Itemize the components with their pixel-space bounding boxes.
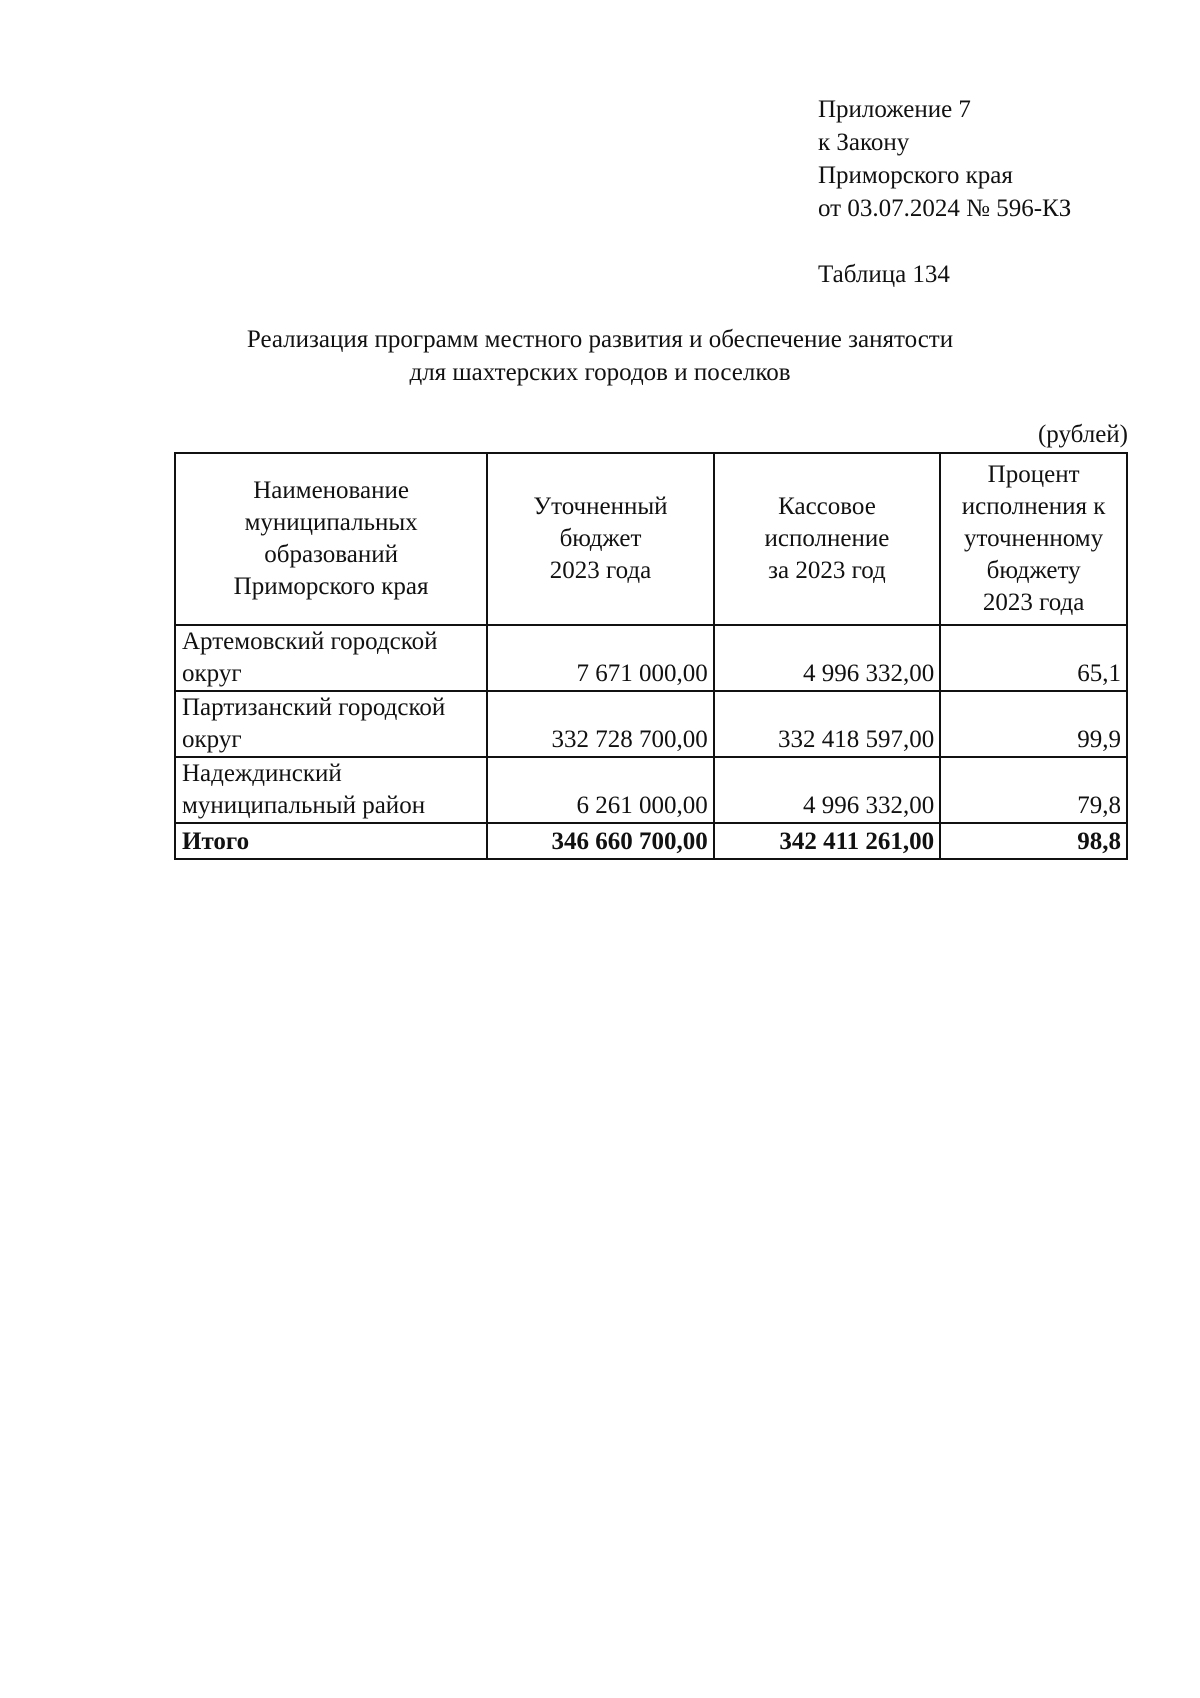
title-line: для шахтерских городов и поселков (409, 359, 791, 386)
budget-table (174, 452, 1128, 860)
document-title (150, 323, 1050, 389)
appendix-line: Приморского края (818, 162, 1013, 189)
budget-value: 6 261 000,00 (487, 757, 714, 823)
municipality-name: Артемовский городской округ (175, 625, 487, 691)
appendix-line: Приложение 7 (818, 96, 971, 123)
execution-value: 4 996 332,00 (714, 757, 940, 823)
header-budget: Уточненный бюджет 2023 года (487, 453, 714, 625)
appendix-reference (818, 93, 1071, 225)
appendix-line: от 03.07.2024 № 596-КЗ (818, 195, 1072, 222)
municipality-name: Партизанский городской округ (175, 691, 487, 757)
budget-value: 332 728 700,00 (487, 691, 714, 757)
title-line: Реализация программ местного развития и обеспечение занятости (246, 326, 954, 353)
table-row (175, 691, 1127, 757)
percent-value: 65,1 (940, 625, 1127, 691)
municipality-name: Надеждинский муниципальный район (175, 757, 487, 823)
appendix-line: к Закону (818, 129, 910, 156)
header-execution: Кассовое исполнение за 2023 год (714, 453, 940, 625)
total-budget-value: 346 660 700,00 (487, 823, 714, 859)
table-number: Таблица 134 (818, 261, 950, 288)
percent-value: 99,9 (940, 691, 1127, 757)
budget-value: 7 671 000,00 (487, 625, 714, 691)
total-percent-value: 98,8 (940, 823, 1127, 859)
execution-value: 4 996 332,00 (714, 625, 940, 691)
execution-value: 332 418 597,00 (714, 691, 940, 757)
header-municipality: Наименование муниципальных образований Приморского края (175, 453, 487, 625)
total-row (175, 823, 1127, 859)
header-percent: Процент исполнения к уточненному бюджету 2023 года (940, 453, 1127, 625)
units-label: (рублей) (1037, 421, 1128, 448)
table-header-row (175, 453, 1127, 625)
table-row (175, 625, 1127, 691)
total-execution-value: 342 411 261,00 (714, 823, 940, 859)
total-label: Итого (175, 823, 487, 859)
table-row (175, 757, 1127, 823)
percent-value: 79,8 (940, 757, 1127, 823)
